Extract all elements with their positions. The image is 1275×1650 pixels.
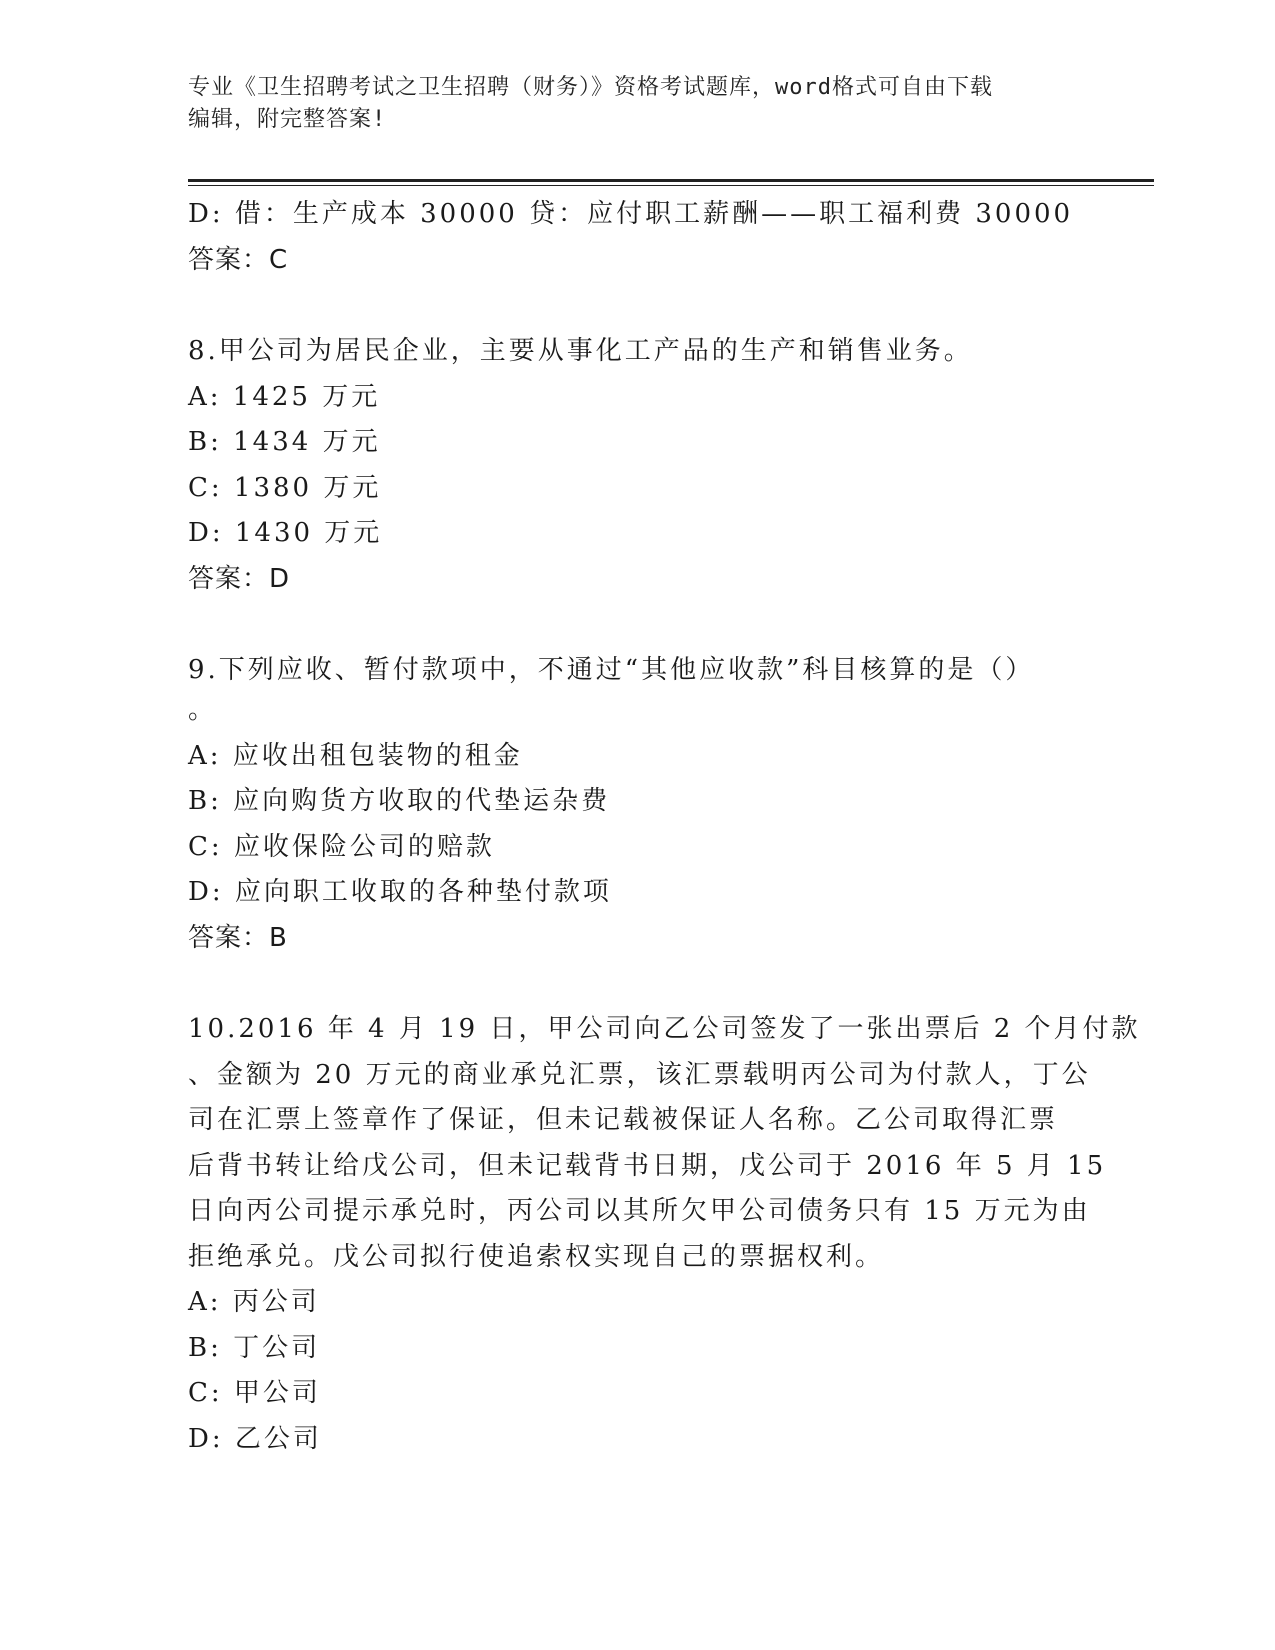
option-b: B: 应向购货方收取的代垫运杂费 <box>188 786 611 816</box>
option-b: B: 1434 万元 <box>188 427 381 457</box>
question-8 <box>188 329 1088 602</box>
option-d: D: 应向职工收取的各种垫付款项 <box>188 877 612 907</box>
option-c: C: 应收保险公司的赔款 <box>188 831 495 862</box>
answer-line: 答案：D <box>188 563 291 594</box>
spacer <box>188 961 1088 1007</box>
question-stem-line-1: 10.2016 年 4 月 19 日，甲公司向乙公司签发了一张出票后 2 个月付款 <box>188 1014 1141 1044</box>
option-a: A: 1425 万元 <box>188 381 381 412</box>
option-c: C: 1380 万元 <box>188 472 382 503</box>
question-stem-line-5: 日向丙公司提示承兑时，丙公司以其所欠甲公司债务只有 15 万元为由 <box>188 1196 1091 1226</box>
answer-line: 答案：C <box>188 244 289 275</box>
question-content <box>188 192 1141 1462</box>
question-stem-line-6: 拒绝承兑。戊公司拟行使追索权实现自己的票据权利。 <box>188 1241 885 1272</box>
question-stem: 8.甲公司为居民企业，主要从事化工产品的生产和销售业务。 <box>188 336 973 366</box>
spacer <box>188 283 1088 329</box>
question-stem-line-2: 、金额为 20 万元的商业承兑汇票，该汇票载明丙公司为付款人，丁公 <box>188 1059 1091 1090</box>
option-d: D: 乙公司 <box>188 1423 322 1454</box>
header-rule-thick <box>188 179 1154 182</box>
previous-question-tail <box>188 192 1088 283</box>
question-stem-line-2: 。 <box>188 694 218 725</box>
option-b: B: 丁公司 <box>188 1332 321 1363</box>
question-stem-line-3: 司在汇票上签章作了保证，但未记载被保证人名称。乙公司取得汇票 <box>188 1105 1059 1135</box>
header-line-2: 编辑，附完整答案! <box>188 107 387 132</box>
question-stem-line-4: 后背书转让给戊公司，但未记载背书日期，戊公司于 2016 年 5 月 15 <box>188 1150 1107 1181</box>
answer-line: 答案：B <box>188 922 288 953</box>
spacer <box>188 602 1088 648</box>
option-a: A: 应收出租包装物的租金 <box>188 740 523 771</box>
option-d: D: 1430 万元 <box>188 518 383 548</box>
question-9 <box>188 648 1088 961</box>
header-rule-thin <box>188 185 1154 186</box>
header-line-1: 专业《卫生招聘考试之卫生招聘（财务）》资格考试题库，word格式可自由下载 <box>188 75 993 100</box>
question-10 <box>188 1007 1141 1462</box>
option-c: C: 甲公司 <box>188 1378 321 1408</box>
option-d: D: 借：生产成本 30000 贷：应付职工薪酬——职工福利费 30000 <box>188 199 1074 229</box>
document-header <box>188 72 1088 136</box>
question-stem-line-1: 9.下列应收、暂付款项中，不通过“其他应收款”科目核算的是（） <box>188 655 1035 685</box>
option-a: A: 丙公司 <box>188 1287 320 1317</box>
